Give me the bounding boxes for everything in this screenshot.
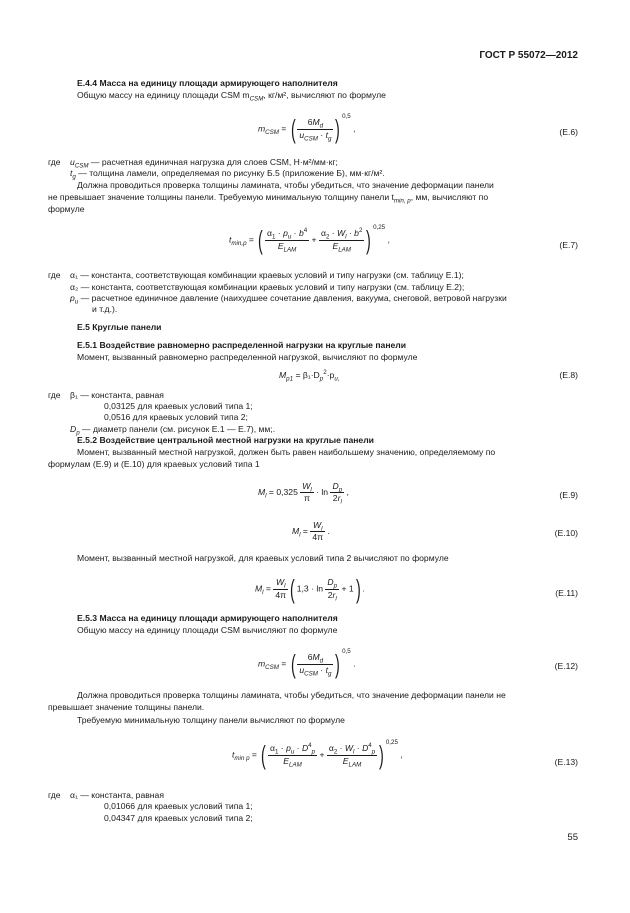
definition-ucsm: $u_{CSM}$ — расчетная единичная нагрузка для слоев CSM, Н·м²/мм·кг; [70,157,338,170]
formula-e6: $m_{CSM}$ = ( $\frac{6M_d}{u_{CSM} \cdot t_g}$ ) $^{0,5}$ , [258,113,356,144]
formula-e9: $M_l = 0,325$ $\frac{W_l}{\pi}$ · ln $\frac{D_p}{2r_l}$ , [258,481,349,506]
value-line: 0,03125 для краевых условий типа 1; [104,401,253,411]
definition-pu-cont: и т.д.). [92,304,118,314]
value-line: 0,0516 для краевых условий типа 2; [104,412,248,422]
value-line: 0,04347 для краевых условий типа 2; [104,813,253,823]
subsection-heading: Е.5.1 Воздействие равномерно распределенной нагрузки на круглые панели [77,340,407,350]
paragraph: формуле [48,204,85,214]
section-heading: Е.5 Круглые панели [77,322,162,332]
formula-e12: $m_{CSM}$ = ( $\frac{6M_d}{u_{CSM} \cdot t_g}$ ) $^{0,5}$ . [258,648,356,679]
definition-tg: $t_g$ — толщина ламели, определяемая по рисунку Б.5 (приложение Б), мм·кг/м². [70,168,385,181]
definition-dp: $D_p$ — диаметр панели (см. рисунок Е.1 — Е.7), мм;. [70,424,276,437]
equation-number: (Е.6) [559,127,578,137]
equation-number: (Е.8) [559,370,578,380]
where-label: где [48,390,61,400]
paragraph: не превышает значение толщины панели. Требуемую минимальную толщину панели $t_{min, p}$, мм, вычисляют по [48,192,489,205]
definition-alpha1: α₁ — константа, равная [70,790,164,800]
definition-alpha1: α₁ — константа, соответствующая комбинации краевых условий и типу нагрузки (см. таблицу Е.1); [70,270,464,280]
paragraph: Должна проводиться проверка толщины ламината, чтобы убедиться, что значение деформации панели [77,180,494,190]
page-number: 55 [567,832,578,843]
equation-number: (Е.12) [554,661,578,671]
definition-alpha2: α₂ — константа, соответствующая комбинации краевых условий и типу нагрузки (см. таблицу Е.2); [70,282,465,292]
paragraph: Должна проводиться проверка толщины ламината, чтобы убедиться, что значение деформации панели не [77,690,506,700]
paragraph: Момент, вызванный равномерно распределенной нагрузкой, вычисляют по формуле [77,352,418,362]
paragraph: Момент, вызванный местной нагрузкой, для краевых условий типа 2 вычисляют по формуле [77,553,449,563]
paragraph: Общую массу на единицу площади CSM $m_{CSM}$, кг/м², вычисляют по формуле [77,90,386,103]
paragraph: превышает значение толщины панели. [48,702,205,712]
where-label: где [48,270,61,280]
formula-e8: $M_{p1} = \beta_1\cdot D_p^2\cdot p_{u,}$ [279,369,340,383]
definition-beta1: β₁ — константа, равная [70,390,164,400]
formula-e11: $M_l$ = $\frac{W_l}{4\pi}$ ( 1,3 · ln $\frac{D_p}{2r_l}$ + 1) . [255,574,365,604]
equation-number: (Е.7) [559,240,578,250]
equation-number: (Е.11) [555,588,578,598]
formula-e10: $M_l$ = $\frac{W_l}{4\pi}$ . [292,520,330,543]
standard-number: ГОСТ Р 55072—2012 [479,50,578,61]
paragraph: Общую массу на единицу площади CSM вычисляют по формуле [77,625,338,635]
where-label: где [48,790,61,800]
subsection-heading: Е.5.2 Воздействие центральной местной нагрузки на круглые панели [77,435,374,445]
paragraph: Требуемую минимальную толщину панели вычисляют по формуле [77,715,345,725]
paragraph: формулам (Е.9) и (Е.10) для краевых условий типа 1 [48,459,260,469]
where-label: где [48,157,61,167]
equation-number: (Е.9) [559,490,578,500]
paragraph: Момент, вызванный местной нагрузкой, должен быть равен наибольшему значению, определяемому по [77,447,496,457]
formula-e13: $t_{min p}$ = ( $\frac{\alpha_1 \cdot p_u \cdot D^4_p}{E_{LAM}}$ + $\frac{\alpha_2 \cdot W_l \cdot D^4_p}{E_{LAM}}$ ) $^{0,25}$ , [232,739,403,770]
subsection-heading: Е.5.3 Масса на единицу площади армирующего наполнителя [77,613,338,623]
section-heading: Е.4.4 Масса на единицу площади армирующего наполнителя [77,78,338,88]
equation-number: (Е.13) [554,757,578,767]
formula-e7: $t_{min,p}$ = ( $\frac{\alpha_1 \cdot p_u \cdot b^4}{E_{LAM}}$ + $\frac{\alpha_2 \cdot W_l \cdot b^2}{E_{LAM}}$ ) $^{0,25}$ , [229,224,390,255]
definition-pu: $p_u$ — расчетное единичное давление (наихудшее сочетание давления, вакуума, снеговой, ветровой нагрузки [70,293,507,306]
value-line: 0,01066 для краевых условий типа 1; [104,801,253,811]
equation-number: (Е.10) [554,528,578,538]
